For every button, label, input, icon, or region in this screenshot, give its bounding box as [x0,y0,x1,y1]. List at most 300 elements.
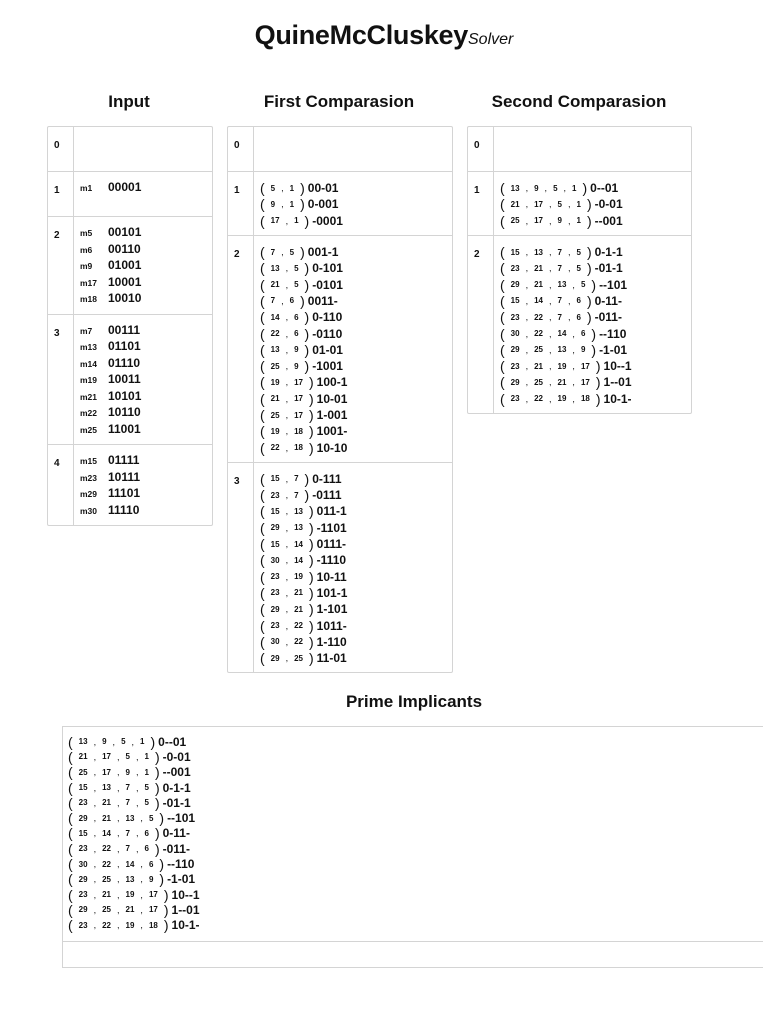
comma-separator: , [140,859,143,870]
open-paren: ( [500,309,505,326]
minterm-number: 7 [294,490,299,500]
minterm-number: 29 [270,604,280,614]
open-paren: ( [68,794,73,811]
open-paren: ( [68,810,73,827]
open-paren: ( [500,390,505,407]
minterm-number: 1 [144,752,149,762]
minterm-number: 25 [270,361,280,371]
comma-separator: , [549,263,552,274]
minterm-list [73,844,155,854]
comma-separator: , [93,782,97,793]
group-cells [254,463,452,673]
implicant-line [260,342,446,358]
group-key: 3 [48,315,74,445]
minterm-label: m13 [80,342,98,352]
minterm-number: 5 [270,183,276,193]
minterm-number: 22 [534,329,543,339]
minterm-list [265,216,305,226]
minterm-number: 25 [294,653,303,663]
minterm-number: 9 [580,345,586,355]
comma-separator: , [93,904,97,915]
comma-separator: , [525,279,529,290]
minterm-number: 25 [102,905,111,915]
minterm-number: 7 [125,783,130,793]
minterm-list [73,890,164,900]
minterm-number: 17 [580,377,590,387]
minterm-list [265,539,309,549]
implicant-binary: 0--01 [590,181,619,196]
close-paren: ) [309,584,314,601]
minterm-number: 21 [125,905,135,915]
close-paren: ) [309,601,314,618]
minterm-binary: 10001 [108,274,142,289]
minterm-number: 17 [294,394,303,404]
minterm-row [80,470,206,487]
close-paren: ) [595,374,601,391]
minterm-list [505,345,592,355]
implicant-line [68,902,758,917]
group-row [48,171,212,216]
minterm-list [73,859,160,869]
comma-separator: , [117,874,120,885]
group-row [48,216,212,314]
minterm-number: 19 [294,572,303,582]
minterm-number: 5 [148,813,154,823]
implicant-line [68,918,758,933]
comma-separator: , [135,828,139,839]
comma-separator: , [117,859,120,870]
open-paren: ( [500,341,505,358]
group-row [48,127,212,171]
minterm-row [80,389,206,406]
minterm-number: 6 [144,844,149,854]
close-paren: ) [595,390,601,407]
close-paren: ) [309,568,314,585]
implicant-binary: -0101 [312,277,343,292]
group-key: 0 [468,127,494,171]
comma-separator: , [544,183,548,194]
implicant-binary: --110 [167,857,195,872]
minterm-list [73,813,160,823]
open-paren: ( [500,244,505,261]
minterm-label: m29 [80,489,98,499]
minterm-number: 21 [557,377,567,387]
minterm-list [73,905,164,915]
minterm-number: 15 [270,474,280,484]
implicant-line [260,617,446,633]
comma-separator: , [117,920,120,931]
minterm-list [265,490,305,500]
comma-separator: , [285,555,289,566]
close-paren: ) [586,292,592,309]
implicant-binary: --101 [167,811,196,826]
comma-separator: , [140,920,143,931]
minterm-list [265,604,309,614]
minterm-number: 23 [510,312,520,322]
comma-separator: , [285,279,289,290]
close-paren: ) [309,407,314,423]
close-paren: ) [159,856,165,873]
minterm-list [265,329,305,339]
implicant-binary: 0011- [307,293,338,308]
minterm-list [265,621,309,631]
minterm-number: 21 [270,394,280,404]
close-paren: ) [586,196,592,213]
minterm-number: 17 [580,361,590,371]
prime-implicants-box [62,726,763,968]
minterm-number: 22 [102,844,111,854]
comma-separator: , [549,215,552,226]
group-key: 1 [468,172,494,235]
comma-separator: , [525,199,529,210]
group-cells [494,172,691,235]
close-paren: ) [309,503,314,520]
implicant-binary: 100-1 [316,375,348,390]
implicant-line [260,520,446,536]
implicant-line [260,180,446,196]
open-paren: ( [260,633,265,650]
implicant-binary: --101 [599,277,628,292]
group-cells [74,445,212,525]
implicant-binary: 10-10 [316,440,348,455]
open-paren: ( [260,423,265,440]
implicant-line [500,293,685,309]
minterm-row [80,339,206,356]
minterm-label: m5 [80,228,93,238]
comma-separator: , [285,653,289,664]
minterm-binary: 10111 [108,469,141,484]
minterm-label: m19 [80,375,98,385]
minterm-number: 5 [580,280,586,290]
minterm-binary: 00001 [108,180,142,194]
minterm-list [265,394,309,404]
comma-separator: , [572,279,575,290]
minterm-list [505,312,587,322]
minterm-number: 22 [294,621,303,631]
comma-separator: , [117,889,120,900]
minterm-number: 22 [534,394,543,404]
open-paren: ( [260,470,265,487]
implicant-line [68,765,758,780]
comma-separator: , [281,183,284,194]
implicant-binary: 10-11 [316,569,347,584]
open-paren: ( [260,503,265,520]
minterm-list [265,377,309,387]
close-paren: ) [154,764,160,781]
close-paren: ) [154,779,160,796]
minterm-label: m14 [80,358,98,369]
minterm-number: 7 [270,247,276,257]
minterm-number: 9 [557,216,562,226]
close-paren: ) [163,886,169,903]
close-paren: ) [163,917,169,934]
implicant-line [68,810,758,825]
minterm-number: 15 [78,828,88,838]
implicant-line [260,276,446,292]
minterm-number: 25 [102,874,111,884]
minterm-label: m30 [80,505,98,516]
group-key: 0 [48,127,74,171]
comma-separator: , [117,782,120,793]
minterm-number: 30 [270,637,280,647]
close-paren: ) [309,423,314,440]
implicant-binary: 1--01 [603,375,632,390]
group-cells [254,127,452,171]
minterm-number: 13 [125,874,135,884]
open-paren: ( [260,196,265,213]
minterm-list [73,783,155,793]
prime-implicants-list [63,727,763,933]
comma-separator: , [281,295,284,306]
comma-separator: , [135,751,139,762]
minterm-number: 1 [576,216,581,226]
minterm-binary: 00110 [108,241,141,256]
implicant-binary: 101-1 [316,585,348,600]
comma-separator: , [285,604,289,615]
minterm-list [73,828,155,838]
implicant-binary: 0-110 [312,310,343,325]
comma-separator: , [117,751,120,762]
group-cells [254,236,452,462]
implicant-line [260,407,446,423]
minterm-number: 30 [270,555,280,565]
comma-separator: , [135,797,139,808]
implicant-line [260,601,446,617]
minterm-list [73,920,164,930]
comma-separator: , [285,328,289,339]
implicant-line [260,503,446,519]
comma-separator: , [525,263,529,274]
group-cells [74,315,212,445]
comma-separator: , [572,344,575,355]
minterm-list [265,247,300,257]
minterm-row [80,453,206,470]
minterm-list [265,280,305,290]
open-paren: ( [260,292,265,309]
implicant-binary: -1-01 [167,872,196,887]
minterm-list [265,474,305,484]
close-paren: ) [304,309,310,326]
close-paren: ) [309,374,314,391]
minterm-number: 15 [270,506,280,516]
minterm-number: 19 [270,377,280,387]
minterm-number: 23 [78,890,88,900]
minterm-number: 17 [294,377,303,387]
close-paren: ) [309,519,314,536]
minterm-number: 13 [557,280,567,290]
minterm-number: 17 [148,905,158,915]
comma-separator: , [285,377,289,388]
minterm-number: 9 [294,361,299,371]
minterm-list [265,263,305,273]
close-paren: ) [586,260,592,277]
implicant-line [260,293,446,309]
implicant-line [68,856,758,871]
implicant-line [260,358,446,374]
minterm-number: 5 [121,737,126,747]
comma-separator: , [285,215,289,226]
comma-separator: , [549,295,552,306]
minterm-list [265,199,300,209]
implicant-line [68,749,758,764]
minterm-number: 14 [534,296,543,306]
minterm-number: 22 [102,859,111,869]
minterm-number: 6 [576,296,581,306]
comma-separator: , [549,312,552,323]
minterm-number: 29 [78,874,88,884]
comma-separator: , [135,782,139,793]
open-paren: ( [260,568,265,585]
prime-implicants-footer [63,941,763,967]
comma-separator: , [285,473,289,484]
minterm-number: 23 [78,844,88,854]
open-paren: ( [500,180,505,197]
implicant-line [500,391,685,407]
comma-separator: , [117,767,120,778]
implicant-binary: 1--01 [171,902,200,917]
minterm-row [80,180,206,197]
group-key: 2 [48,217,74,314]
implicant-line [500,260,685,276]
implicant-line [260,244,446,260]
group-key: 2 [228,236,254,462]
comma-separator: , [525,393,529,404]
comma-separator: , [572,328,575,339]
open-paren: ( [500,276,505,293]
close-paren: ) [309,650,314,667]
minterm-number: 6 [576,312,581,322]
implicant-binary: 0-111 [312,471,342,486]
group-row [468,235,691,413]
minterm-number: 21 [102,813,111,823]
comma-separator: , [93,797,97,808]
comma-separator: , [285,312,289,323]
close-paren: ) [586,244,592,261]
minterm-number: 21 [534,361,543,371]
close-paren: ) [591,276,597,293]
minterm-number: 9 [102,737,107,747]
minterm-number: 14 [270,312,280,322]
minterm-list [505,199,587,209]
implicant-binary: 10--1 [171,887,200,902]
comma-separator: , [117,843,120,854]
implicant-binary: 1001- [316,424,348,439]
minterm-label: m7 [80,325,93,336]
minterm-list [265,345,305,355]
close-paren: ) [586,309,592,326]
comma-separator: , [525,215,529,226]
close-paren: ) [150,733,156,750]
close-paren: ) [300,292,305,309]
open-paren: ( [260,439,265,456]
minterm-number: 18 [148,920,158,930]
minterm-label: m15 [80,456,98,466]
minterm-row [80,291,206,308]
comma-separator: , [525,377,529,388]
implicant-line [68,795,758,810]
open-paren: ( [68,917,73,934]
group-cells [494,127,691,171]
close-paren: ) [591,341,597,358]
comma-separator: , [285,442,289,453]
open-paren: ( [260,180,265,197]
app-title [0,20,768,51]
minterm-number: 1 [294,216,299,226]
comma-separator: , [549,377,552,388]
minterm-binary: 10011 [108,372,141,386]
minterm-binary: 10110 [108,405,141,419]
minterm-number: 5 [576,263,581,273]
open-paren: ( [68,871,73,888]
comma-separator: , [567,312,571,323]
minterm-number: 17 [102,767,111,777]
implicant-binary: -0110 [312,326,343,341]
close-paren: ) [159,871,165,888]
open-paren: ( [500,212,505,229]
minterm-binary: 11101 [108,486,141,500]
group-key: 2 [468,236,494,413]
close-paren: ) [304,276,310,293]
close-paren: ) [582,180,588,197]
minterm-list [265,410,309,420]
implicant-binary: 10-1- [603,391,632,406]
comma-separator: , [572,361,575,372]
open-paren: ( [260,244,265,261]
minterm-label: m21 [80,391,98,402]
minterm-label: m23 [80,472,98,483]
minterm-number: 23 [510,394,520,404]
comma-separator: , [93,828,97,839]
implicant-binary: 0-1-1 [162,780,191,795]
implicant-line [260,569,446,585]
minterm-number: 1 [572,183,577,193]
implicant-binary: 01-01 [312,342,343,357]
implicant-binary: -1-01 [599,342,628,357]
comma-separator: , [567,295,571,306]
minterm-number: 21 [534,280,543,290]
implicant-line [260,391,446,407]
open-paren: ( [260,536,265,553]
minterm-row [80,405,206,422]
close-paren: ) [591,325,597,342]
implicant-binary: -011- [162,841,190,856]
minterm-list [505,329,592,339]
minterm-list [265,361,305,371]
group-cells [494,236,691,413]
minterm-list [505,377,596,387]
open-paren: ( [260,407,265,423]
minterm-number: 21 [78,752,88,762]
minterm-number: 5 [294,263,299,273]
comma-separator: , [135,767,139,778]
minterm-number: 21 [102,798,111,808]
comma-separator: , [117,813,120,824]
implicant-line [500,342,685,358]
minterm-list [265,183,300,193]
implicant-binary: -0-01 [594,197,623,212]
minterm-number: 13 [270,345,280,355]
group-row [48,314,212,445]
group-row [468,171,691,235]
implicant-line [500,309,685,325]
minterm-number: 13 [78,737,88,747]
minterm-number: 23 [78,798,88,808]
minterm-number: 23 [270,490,280,500]
minterm-list [505,361,596,371]
minterm-binary: 11001 [108,421,141,436]
group-key: 4 [48,445,74,525]
open-paren: ( [260,341,265,358]
